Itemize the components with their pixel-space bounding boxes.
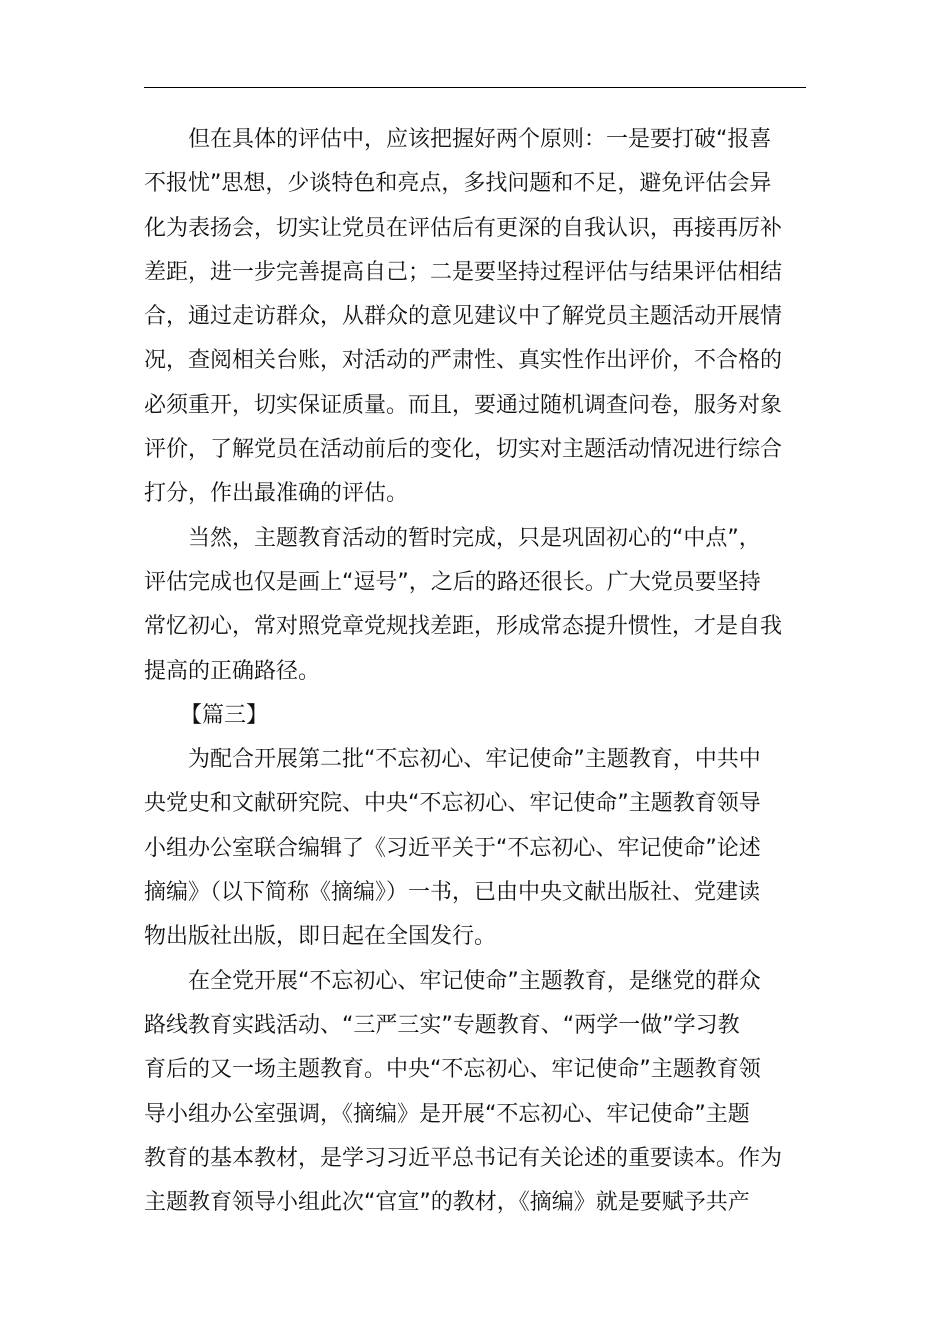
paragraph: [144, 960, 794, 1226]
text-line: 打分，作出最准确的评估。: [144, 481, 409, 507]
text-line: 小组办公室联合编辑了《习近平关于“不忘初心、牢记使命”论述: [144, 835, 761, 861]
document-body: [144, 118, 794, 1225]
text-line: 但在具体的评估中，应该把握好两个原则：一是要打破“报喜: [188, 127, 772, 152]
text-line: 不报忧”思想，少谈特色和亮点，多找问题和不足，避免评估会异: [144, 171, 772, 197]
text-line: 当然，主题教育活动的暂时完成，只是巩固初心的“中点”，: [188, 525, 761, 551]
text-line: 化为表扬会，切实让党员在评估后有更深的自我认识，再接再厉补: [144, 215, 783, 241]
text-line: 合，通过走访群众，从群众的意见建议中了解党员主题活动开展情: [144, 304, 783, 330]
text-line: 央党史和文献研究院、中央“不忘初心、牢记使命”主题教育领导: [144, 791, 761, 817]
text-line: 物出版社出版，即日起在全国发行。: [144, 924, 497, 950]
text-line: 评估完成也仅是画上“逗号”，之后的路还很长。广大党员要坚持: [144, 569, 761, 595]
text-line: 摘编》（以下简称《摘编》）一书，已由中央文献出版社、党建读: [144, 880, 761, 906]
text-line: 主题教育领导小组此次“官宣”的教材，《摘编》就是要赋予共产: [144, 1190, 750, 1216]
text-line: 为配合开展第二批“不忘初心、牢记使命”主题教育，中共中: [188, 747, 761, 773]
text-line: 况，查阅相关台账，对活动的严肃性、真实性作出评价，不合格的: [144, 348, 783, 374]
paragraph: [144, 118, 794, 517]
text-line: 路线教育实践活动、“三严三实”专题教育、“两学一做”学习教: [144, 1012, 740, 1038]
text-line: 育后的又一场主题教育。中央“不忘初心、牢记使命”主题教育领: [144, 1057, 761, 1083]
text-line: 导小组办公室强调，《摘编》是开展“不忘初心、牢记使命”主题: [144, 1101, 750, 1127]
text-line: 教育的基本教材，是学习习近平总书记有关论述的重要读本。作为: [144, 1145, 783, 1171]
paragraph: [144, 517, 794, 694]
section-heading: 【篇三】: [180, 702, 269, 728]
text-line: 必须重开，切实保证质量。而且，要通过随机调查问卷，服务对象: [144, 392, 783, 418]
text-line: 提高的正确路径。: [144, 658, 321, 684]
text-line: 差距，进一步完善提高自己；二是要坚持过程评估与结果评估相结: [144, 259, 783, 285]
text-line: 在全党开展“不忘初心、牢记使命”主题教育，是继党的群众: [188, 968, 761, 994]
header-rule: [144, 87, 806, 88]
text-line: 评价，了解党员在活动前后的变化，切实对主题活动情况进行综合: [144, 437, 783, 463]
text-line: 常忆初心，常对照党章党规找差距，形成常态提升惯性，才是自我: [144, 614, 783, 640]
paragraph: [144, 738, 794, 959]
